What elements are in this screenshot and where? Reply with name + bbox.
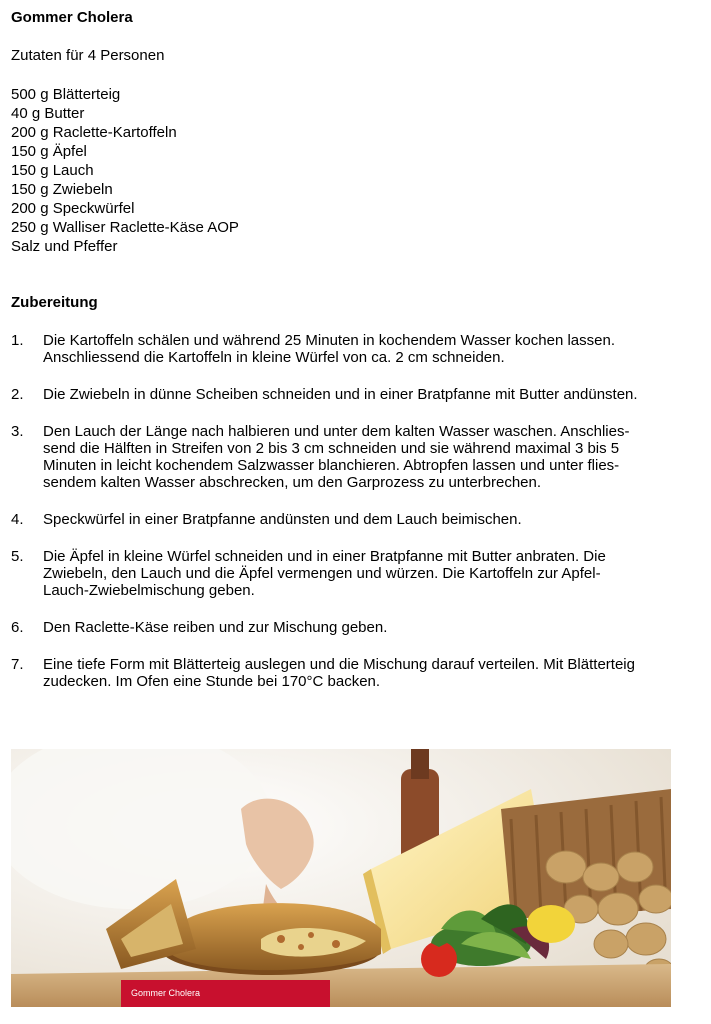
step-item — [11, 656, 701, 690]
ingredient-item: 200 g Raclette-Kartoffeln — [11, 124, 177, 141]
ingredient-item: 40 g Butter — [11, 105, 85, 122]
preparation-heading: Zubereitung — [11, 294, 98, 311]
step-item — [11, 386, 701, 403]
step-line: Den Lauch der Länge nach halbieren und unter dem kalten Wasser waschen. Anschlies- — [43, 423, 630, 440]
ingredient-item: 150 g Äpfel — [11, 143, 87, 160]
ingredient-item: 200 g Speckwürfel — [11, 200, 135, 217]
step-number: 1. — [11, 332, 24, 349]
step-item — [11, 423, 701, 491]
recipe-title: Gommer Cholera — [11, 9, 133, 26]
step-line: Eine tiefe Form mit Blätterteig auslegen und die Mischung darauf verteilen. Mit Blätterteig — [43, 656, 635, 673]
ingredient-item: 250 g Walliser Raclette-Käse AOP — [11, 219, 239, 236]
step-line: sendem kalten Wasser abschrecken, um den Garprozess zu unterbrechen. — [43, 474, 542, 491]
photo-illustration — [11, 749, 671, 1007]
step-item — [11, 511, 701, 528]
step-line: Die Zwiebeln in dünne Scheiben schneiden und in einer Bratpfanne mit Butter andünsten. — [43, 386, 638, 403]
step-line: zudecken. Im Ofen eine Stunde bei 170°C backen. — [43, 673, 381, 690]
photo-caption: Gommer Cholera — [121, 980, 330, 1007]
ingredient-item: 500 g Blätterteig — [11, 86, 121, 103]
step-item — [11, 332, 701, 366]
step-number: 5. — [11, 548, 24, 565]
step-number: 7. — [11, 656, 24, 673]
step-number: 3. — [11, 423, 24, 440]
servings-label: Zutaten für 4 Personen — [11, 47, 165, 64]
ingredient-item: Salz und Pfeffer — [11, 238, 118, 255]
preparation-steps — [11, 332, 701, 710]
step-line: Die Äpfel in kleine Würfel schneiden und in einer Bratpfanne mit Butter anbraten. Die — [43, 548, 606, 565]
step-number: 2. — [11, 386, 24, 403]
step-number: 6. — [11, 619, 24, 636]
step-line: Minuten in leicht kochendem Salzwasser blanchieren. Abtropfen lassen und unter flies- — [43, 457, 620, 474]
step-line: Die Kartoffeln schälen und während 25 Minuten in kochendem Wasser kochen lassen. — [43, 332, 615, 349]
ingredient-item: 150 g Lauch — [11, 162, 94, 179]
step-line: Anschliessend die Kartoffeln in kleine Würfel von ca. 2 cm schneiden. — [43, 349, 505, 366]
step-item — [11, 548, 701, 599]
ingredient-list — [11, 85, 239, 256]
step-line: Lauch-Zwiebelmischung geben. — [43, 582, 255, 599]
step-line: Den Raclette-Käse reiben und zur Mischung geben. — [43, 619, 388, 636]
ingredient-item: 150 g Zwiebeln — [11, 181, 113, 198]
recipe-photo — [11, 749, 671, 1007]
step-number: 4. — [11, 511, 24, 528]
step-line: Speckwürfel in einer Bratpfanne andünsten und dem Lauch beimischen. — [43, 511, 522, 528]
step-line: Zwiebeln, den Lauch und die Äpfel vermengen und würzen. Die Kartoffeln zur Apfel- — [43, 565, 601, 582]
step-item — [11, 619, 701, 636]
step-line: send die Hälften in Streifen von 2 bis 3 cm schneiden und sie während maximal 3 bis 5 — [43, 440, 620, 457]
